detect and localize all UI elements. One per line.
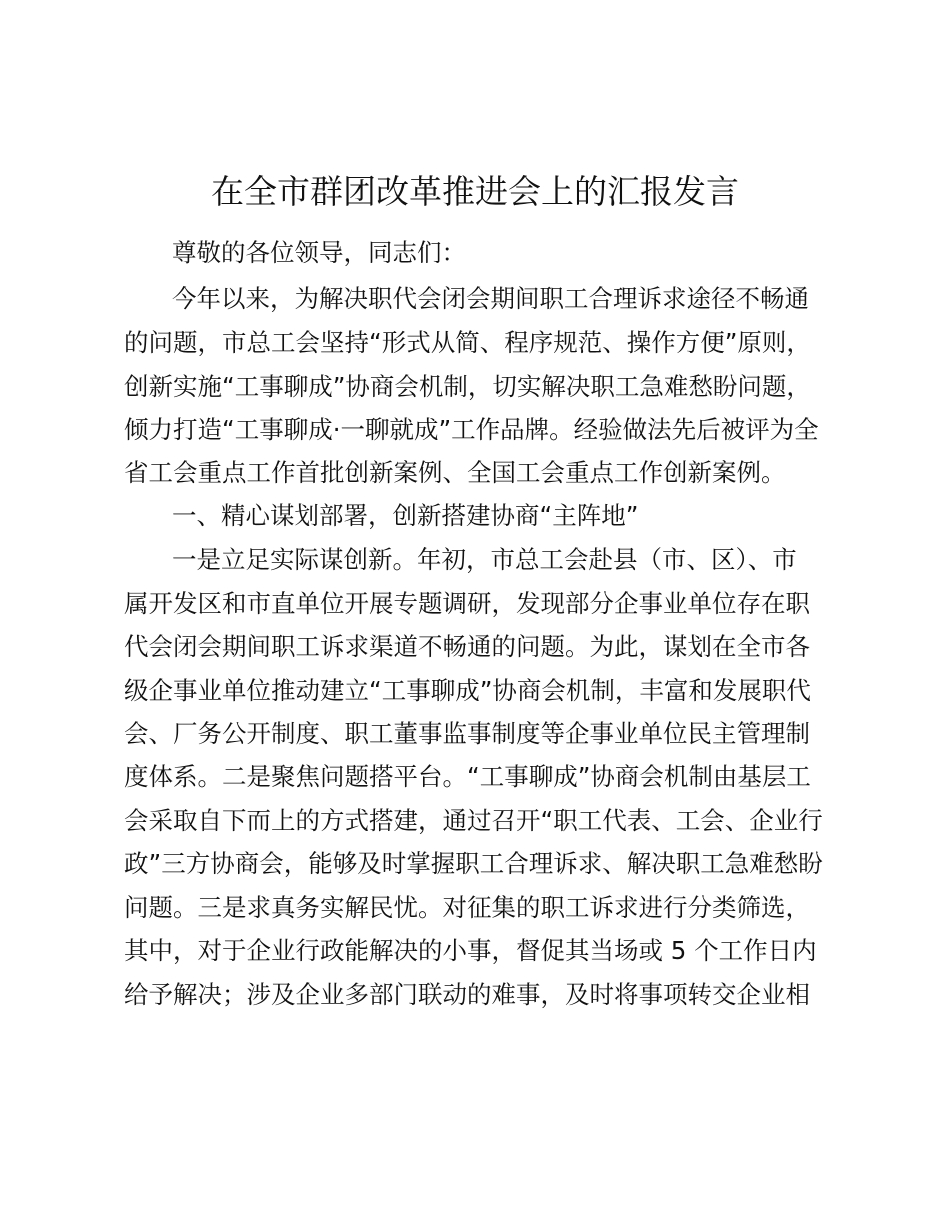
intro-line: 今年以来，为解决职代会闭会期间职工合理诉求途径不畅通: [172, 284, 809, 313]
body-line: 度体系。二是聚焦问题搭平台。“工事聊成”协商会机制由基层工: [124, 762, 811, 791]
body-line: 一是立足实际谋创新。年初，市总工会赴县（市、区）、市: [172, 545, 797, 574]
intro-line: 省工会重点工作首批创新案例、全国工会重点工作创新案例。: [124, 458, 786, 487]
body-line: 其中，对于企业行政能解决的小事，督促其当场或 5 个工作日内: [124, 936, 817, 965]
intro-line: 创新实施“工事聊成”协商会机制，切实解决职工急难愁盼问题，: [124, 372, 811, 401]
section-heading: 一、精心谋划部署，创新搭建协商“主阵地”: [172, 501, 639, 530]
salutation: 尊敬的各位领导，同志们：: [172, 238, 466, 267]
body-line: 属开发区和市直单位开展专题调研，发现部分企事业单位存在职: [124, 589, 810, 618]
body-line: 会采取自下而上的方式搭建，通过召开“职工代表、工会、企业行: [124, 806, 823, 835]
intro-line: 倾力打造“工事聊成·一聊就成”工作品牌。经验做法先后被评为全: [124, 415, 819, 444]
body-line: 级企事业单位推动建立“工事聊成”协商会机制，丰富和发展职代: [124, 676, 811, 705]
body-line: 问题。三是求真务实解民忧。对征集的职工诉求进行分类筛选，: [124, 893, 810, 922]
body-line: 代会闭会期间职工诉求渠道不畅通的问题。为此，谋划在全市各: [124, 632, 810, 661]
document-title: 在全市群团改革推进会上的汇报发言: [211, 172, 739, 211]
body-line: 会、厂务公开制度、职工董事监事制度等企事业单位民主管理制: [124, 719, 810, 748]
body-line: 给予解决；涉及企业多部门联动的难事，及时将事项转交企业相: [124, 980, 810, 1009]
intro-line: 的问题，市总工会坚持“形式从简、程序规范、操作方便”原则，: [124, 328, 811, 357]
body-line: 政”三方协商会，能够及时掌握职工合理诉求、解决职工急难愁盼: [124, 849, 823, 878]
